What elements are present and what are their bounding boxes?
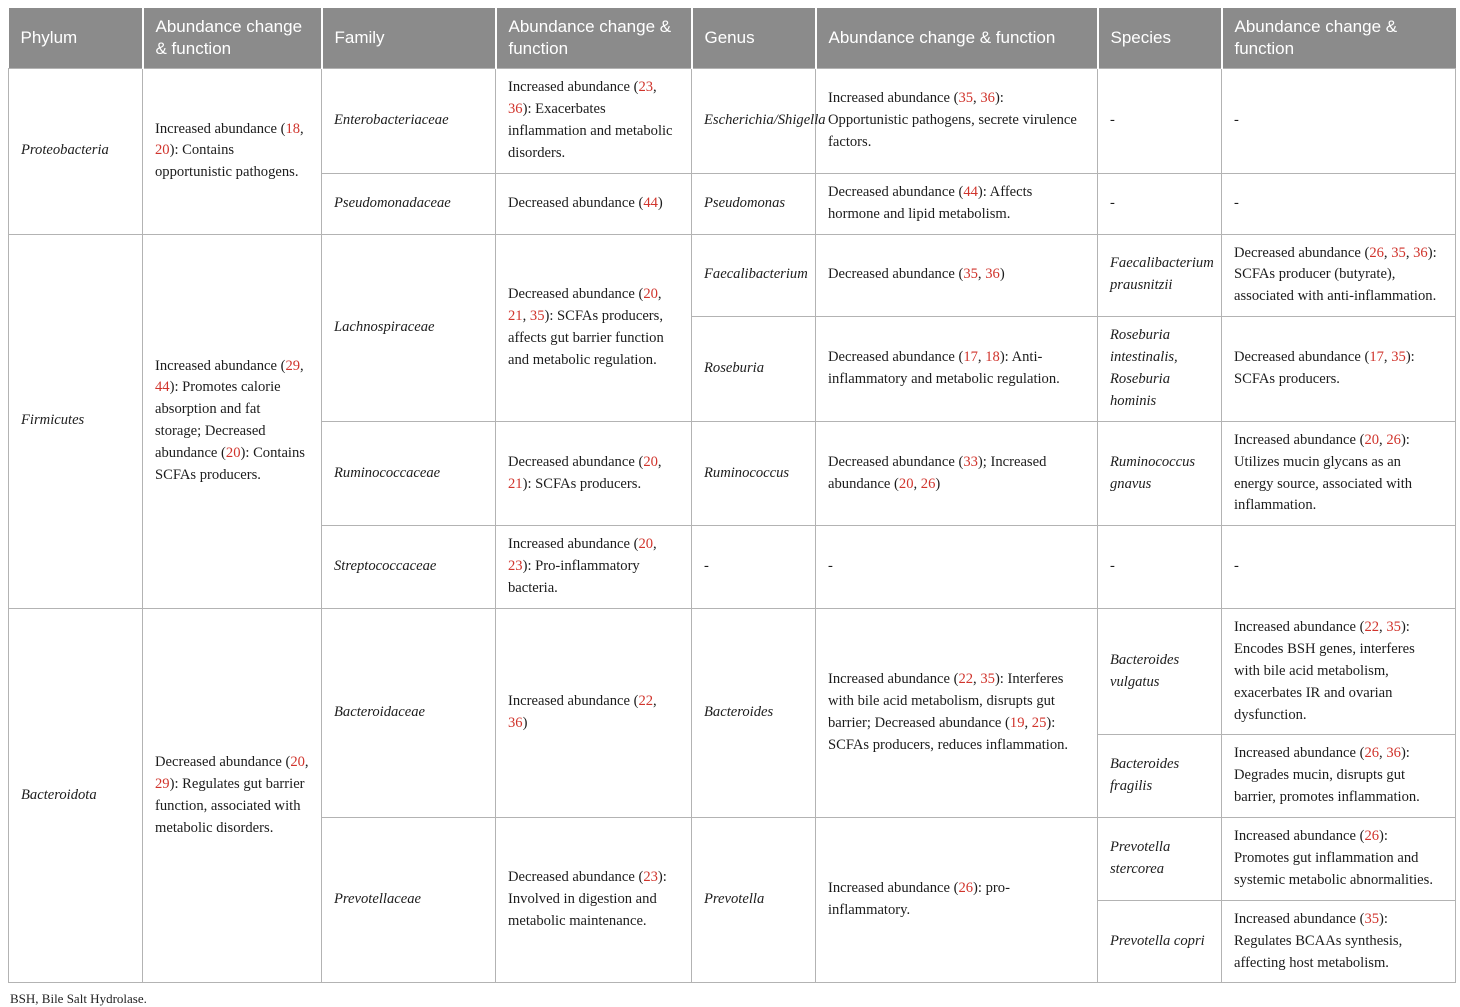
- family-cell: Streptococcaceae: [322, 526, 496, 609]
- col-header-species-function: Abundance change & function: [1222, 8, 1456, 69]
- family-function-cell: Increased abundance (23, 36): Exacerbates inflammation and metabolic disorders.: [496, 69, 692, 174]
- citation-ref: 22: [958, 671, 974, 688]
- citation-ref: 35: [980, 671, 995, 688]
- genus-cell: Faecalibacterium: [692, 234, 816, 317]
- citation-ref: 26: [1364, 745, 1380, 762]
- genus-cell: Escherichia/Shigella: [692, 69, 816, 174]
- citation-ref: 29: [155, 775, 170, 792]
- genus-function-cell: Increased abundance (35, 36): Opportunistic pathogens, secrete virulence factors.: [816, 69, 1098, 174]
- species-cell: -: [1098, 173, 1222, 234]
- species-function-cell: -: [1222, 69, 1456, 174]
- col-header-genus-function: Abundance change & function: [816, 8, 1098, 69]
- citation-ref: 35: [1391, 349, 1406, 366]
- citation-ref: 35: [1391, 244, 1406, 261]
- genus-function-cell: -: [816, 526, 1098, 609]
- citation-ref: 20: [225, 445, 241, 462]
- citation-ref: 20: [155, 142, 170, 159]
- taxa-table: [8, 8, 1456, 983]
- phylum-function-cell: Increased abundance (29, 44): Promotes calorie absorption and fat storage; Decreased abundance (20): Contains SCFAs producers.: [143, 234, 322, 608]
- family-cell: Ruminococcaceae: [322, 421, 496, 526]
- citation-ref: 18: [285, 120, 301, 137]
- species-function-cell: Increased abundance (22, 35): Encodes BSH genes, interferes with bile acid metabolism, exacerbates IR and ovarian dysfunction.: [1222, 609, 1456, 735]
- citation-ref: 22: [638, 693, 654, 710]
- citation-ref: 35: [529, 307, 545, 324]
- citation-ref: 23: [508, 558, 523, 575]
- family-cell: Bacteroidaceae: [322, 609, 496, 818]
- species-cell: Bacteroides vulgatus: [1098, 609, 1222, 735]
- genus-function-cell: Decreased abundance (35, 36): [816, 234, 1098, 317]
- citation-ref: 33: [963, 453, 978, 470]
- citation-ref: 20: [643, 285, 658, 302]
- citation-ref: 17: [963, 349, 978, 366]
- table-row: [9, 234, 1456, 317]
- citation-ref: 26: [958, 880, 974, 897]
- citation-ref: 36: [1386, 745, 1401, 762]
- species-function-cell: Increased abundance (20, 26): Utilizes mucin glycans as an energy source, associated with inflammation.: [1222, 421, 1456, 526]
- citation-ref: 26: [1386, 431, 1401, 448]
- citation-ref: 26: [1369, 244, 1384, 261]
- species-cell: Prevotella stercorea: [1098, 818, 1222, 901]
- phylum-cell: Bacteroidota: [9, 609, 143, 983]
- genus-function-cell: Increased abundance (26): pro-inflammatory.: [816, 818, 1098, 983]
- species-cell: -: [1098, 526, 1222, 609]
- phylum-function-cell: Increased abundance (18, 20): Contains opportunistic pathogens.: [143, 69, 322, 234]
- col-header-phylum-function: Abundance change & function: [143, 8, 322, 69]
- citation-ref: 25: [1031, 715, 1047, 732]
- col-header-phylum: Phylum: [9, 8, 143, 69]
- family-function-cell: Decreased abundance (20, 21, 35): SCFAs producers, affects gut barrier function and metabolic regulation.: [496, 234, 692, 421]
- species-function-cell: -: [1222, 526, 1456, 609]
- col-header-genus: Genus: [692, 8, 816, 69]
- citation-ref: 20: [643, 453, 658, 470]
- species-function-cell: Increased abundance (26, 36): Degrades mucin, disrupts gut barrier, promotes inflammation.: [1222, 735, 1456, 818]
- citation-ref: 17: [1369, 349, 1384, 366]
- family-cell: Pseudomonadaceae: [322, 173, 496, 234]
- species-cell: Ruminococcus gnavus: [1098, 421, 1222, 526]
- phylum-function-cell: Decreased abundance (20, 29): Regulates gut barrier function, associated with metabolic disorders.: [143, 609, 322, 983]
- citation-ref: 21: [508, 307, 523, 324]
- phylum-cell: Proteobacteria: [9, 69, 143, 234]
- col-header-family-function: Abundance change & function: [496, 8, 692, 69]
- col-header-species: Species: [1098, 8, 1222, 69]
- family-cell: Enterobacteriaceae: [322, 69, 496, 174]
- species-cell: Bacteroides fragilis: [1098, 735, 1222, 818]
- species-cell: -: [1098, 69, 1222, 174]
- species-function-cell: Increased abundance (26): Promotes gut inflammation and systemic metabolic abnormalities.: [1222, 818, 1456, 901]
- phylum-cell: Firmicutes: [9, 234, 143, 608]
- citation-ref: 19: [1009, 715, 1025, 732]
- citation-ref: 36: [980, 90, 995, 107]
- citation-ref: 22: [1364, 619, 1380, 635]
- family-cell: Prevotellaceae: [322, 818, 496, 983]
- species-cell: Faecalibacterium prausnitzii: [1098, 234, 1222, 317]
- genus-function-cell: Decreased abundance (33); Increased abundance (20, 26): [816, 421, 1098, 526]
- table-row: [9, 69, 1456, 174]
- family-function-cell: Decreased abundance (20, 21): SCFAs producers.: [496, 421, 692, 526]
- genus-function-cell: Decreased abundance (17, 18): Anti-inflammatory and metabolic regulation.: [816, 317, 1098, 422]
- citation-ref: 20: [290, 753, 305, 770]
- citation-ref: 35: [963, 266, 978, 283]
- genus-function-cell: Increased abundance (22, 35): Interferes with bile acid metabolism, disrupts gut barrier; Decreased abundance (19, 25): SCFAs producers, reduces inflammation.: [816, 609, 1098, 818]
- species-cell: Prevotella copri: [1098, 900, 1222, 983]
- species-cell: Roseburia intestinalis, Roseburia hominis: [1098, 317, 1222, 422]
- citation-ref: 29: [285, 357, 301, 374]
- citation-ref: 44: [963, 183, 978, 200]
- genus-function-cell: Decreased abundance (44): Affects hormone and lipid metabolism.: [816, 173, 1098, 234]
- table-footnote: BSH, Bile Salt Hydrolase.: [10, 991, 147, 1007]
- table-row: [9, 609, 1456, 735]
- family-function-cell: Increased abundance (20, 23): Pro-inflammatory bacteria.: [496, 526, 692, 609]
- family-cell: Lachnospiraceae: [322, 234, 496, 421]
- family-function-cell: Decreased abundance (44): [496, 173, 692, 234]
- citation-ref: 44: [155, 379, 170, 396]
- species-function-cell: Increased abundance (35): Regulates BCAAs synthesis, affecting host metabolism.: [1222, 900, 1456, 983]
- citation-ref: 36: [508, 101, 523, 118]
- citation-ref: 26: [920, 475, 936, 492]
- col-header-family: Family: [322, 8, 496, 69]
- header-row: [9, 8, 1456, 69]
- citation-ref: 35: [1386, 619, 1401, 635]
- citation-ref: 23: [638, 79, 654, 96]
- citation-ref: 26: [1364, 828, 1380, 845]
- family-function-cell: Increased abundance (22, 36): [496, 609, 692, 818]
- species-function-cell: Decreased abundance (26, 35, 36): SCFAs producer (butyrate), associated with anti-inflammation.: [1222, 234, 1456, 317]
- citation-ref: 44: [643, 194, 658, 211]
- citation-ref: 35: [1364, 910, 1380, 927]
- family-function-cell: Decreased abundance (23): Involved in digestion and metabolic maintenance.: [496, 818, 692, 983]
- genus-cell: Pseudomonas: [692, 173, 816, 234]
- citation-ref: 23: [643, 869, 658, 886]
- citation-ref: 20: [898, 475, 914, 492]
- citation-ref: 20: [638, 536, 654, 553]
- citation-ref: 21: [508, 475, 523, 492]
- species-function-cell: -: [1222, 173, 1456, 234]
- genus-cell: Ruminococcus: [692, 421, 816, 526]
- citation-ref: 35: [958, 90, 974, 107]
- genus-cell: Prevotella: [692, 818, 816, 983]
- genus-cell: Bacteroides: [692, 609, 816, 818]
- citation-ref: 20: [1364, 431, 1380, 448]
- genus-cell: -: [692, 526, 816, 609]
- citation-ref: 18: [985, 349, 1000, 366]
- genus-cell: Roseburia: [692, 317, 816, 422]
- citation-ref: 36: [1413, 244, 1428, 261]
- citation-ref: 36: [985, 266, 1000, 283]
- species-function-cell: Decreased abundance (17, 35): SCFAs producers.: [1222, 317, 1456, 422]
- citation-ref: 36: [508, 715, 523, 732]
